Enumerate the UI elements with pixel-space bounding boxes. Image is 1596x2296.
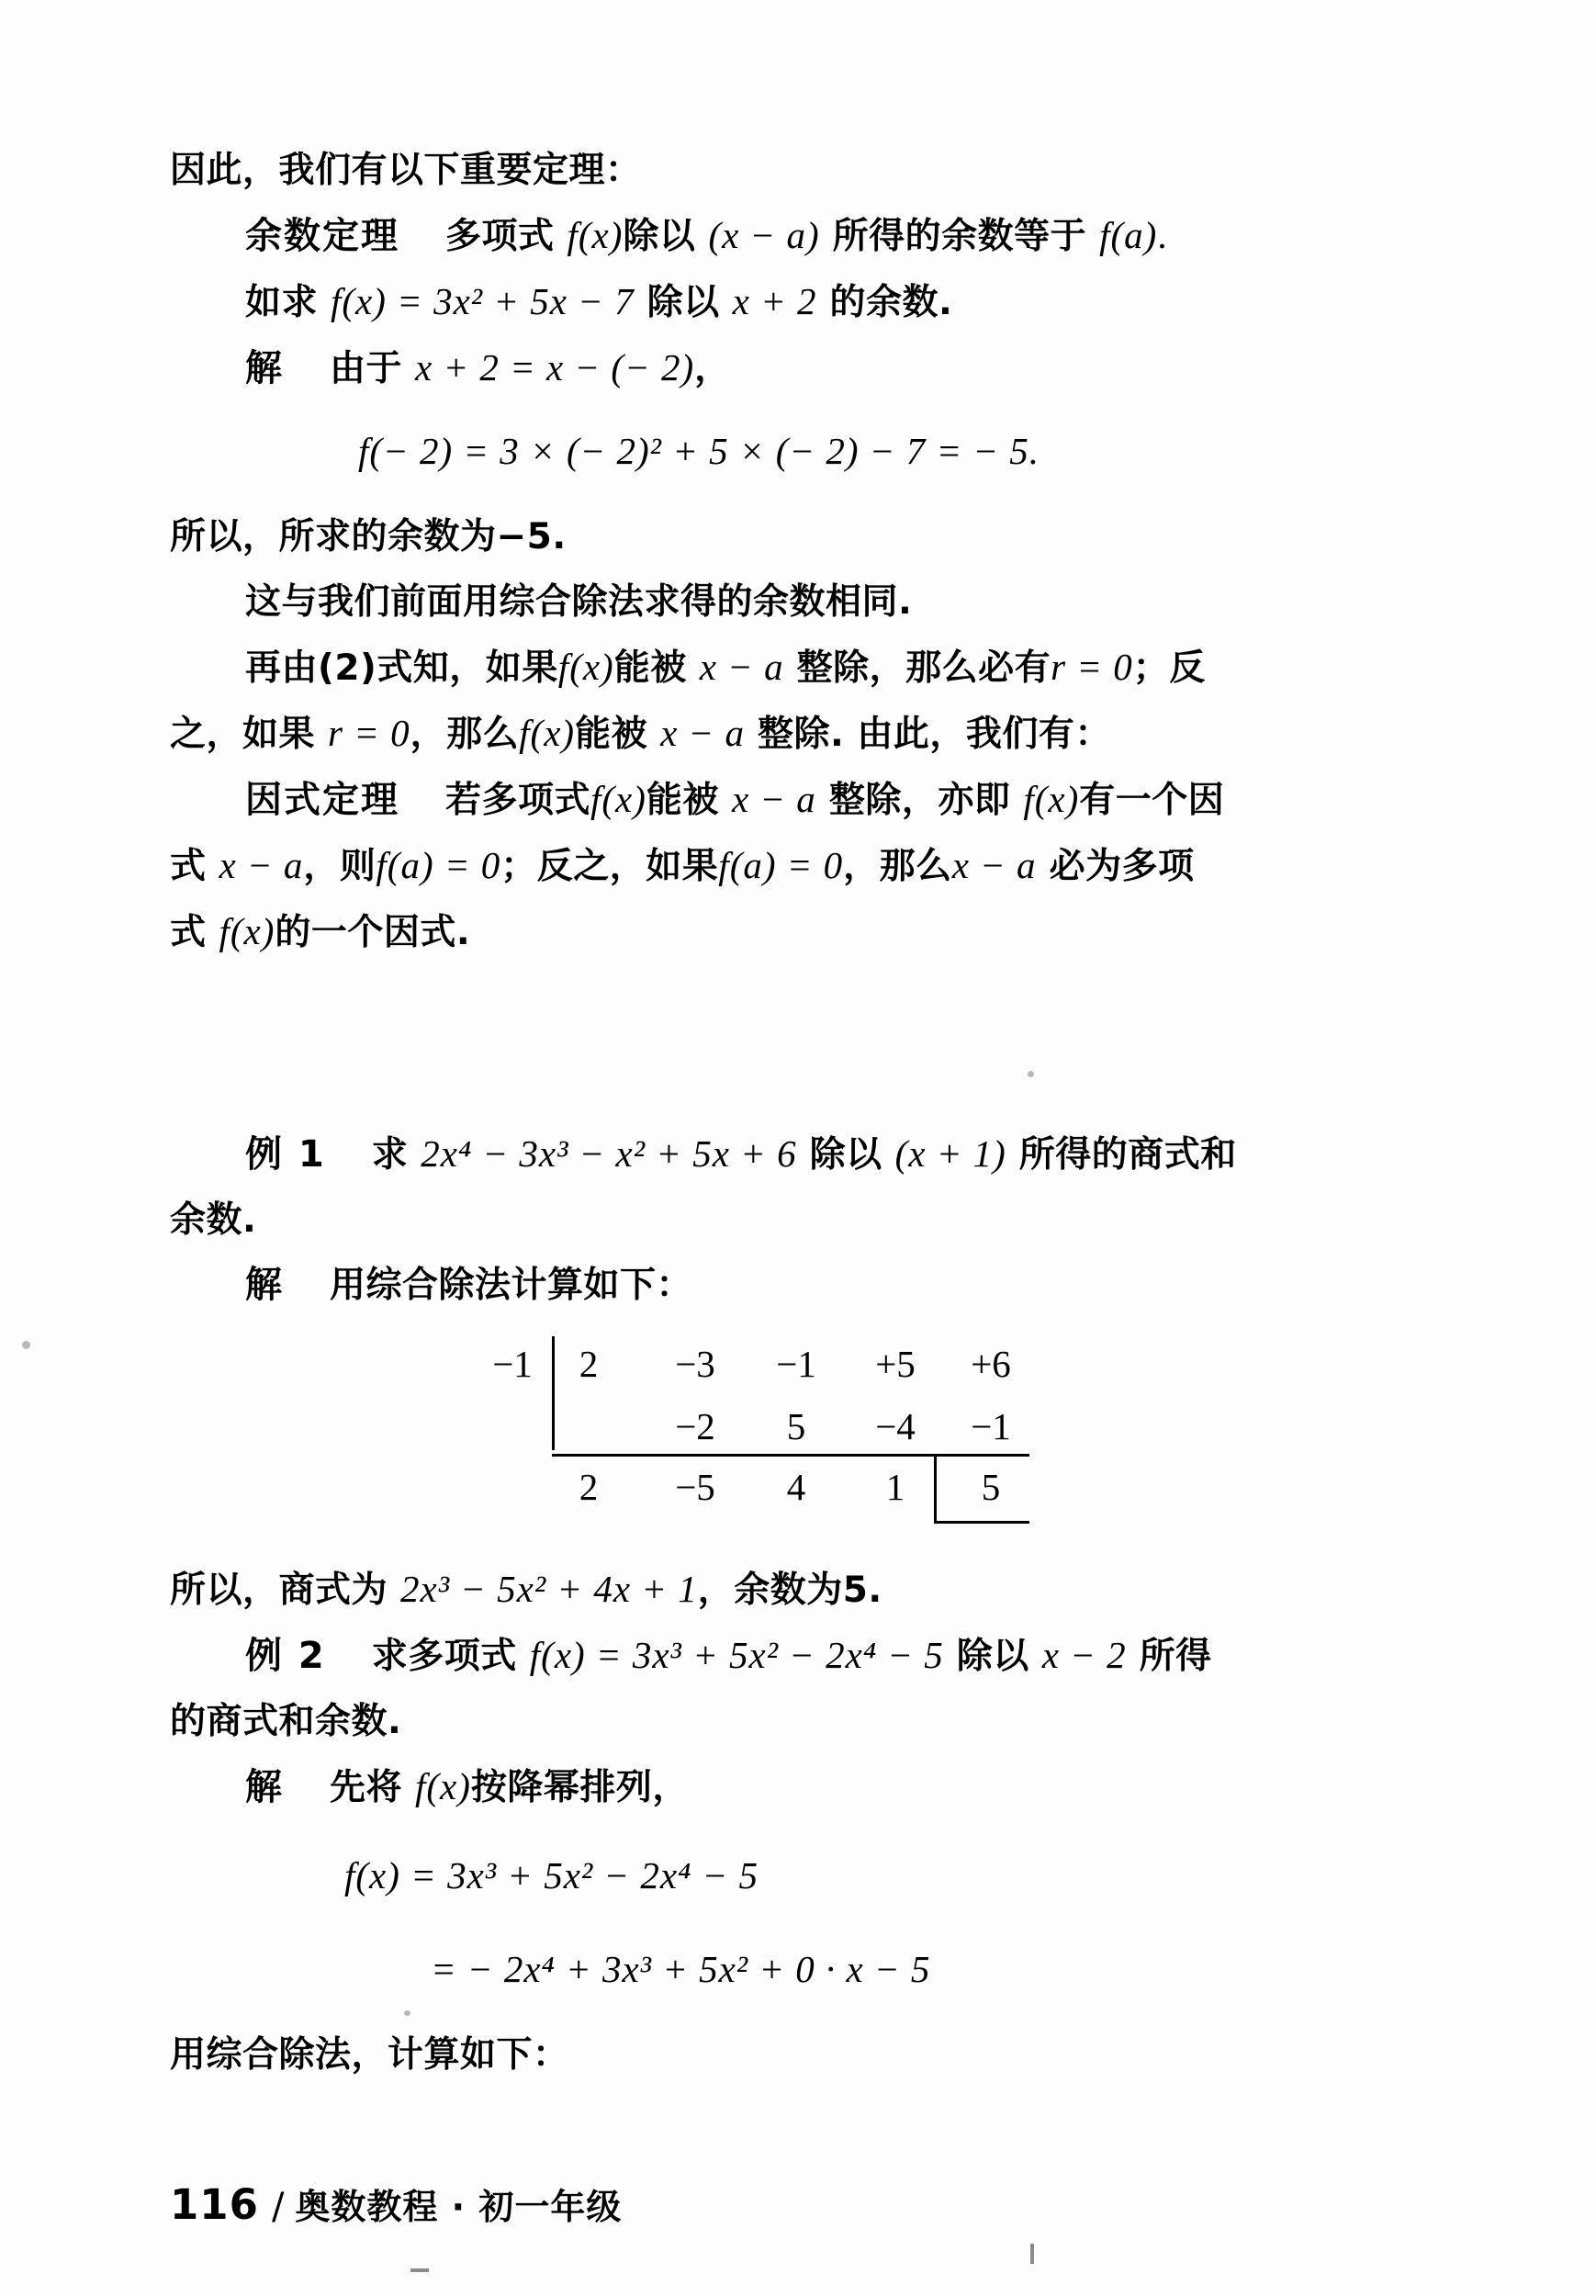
fx-symbol: f(x) [567, 214, 624, 256]
example-1-solution-line: 解 用综合除法计算如下： [245, 1264, 693, 1306]
display-equation-1: f(− 2) = 3 × (− 2)² + 5 × (− 2) − 7 = − 5. [358, 430, 1040, 472]
factor-theorem-line2: 式 x − a，则f(a) = 0；反之，如果f(a) = 0，那么x − a 必为多项 [170, 844, 1195, 887]
footer-separator: / [271, 2186, 285, 2228]
syndiv-root: −1 [492, 1343, 533, 1385]
paragraph-so: 所以，所求的余数为−5. [170, 516, 567, 557]
book-title: 奥数教程 · 初一年级 [295, 2187, 623, 2227]
solution-label: 解 [245, 347, 284, 389]
scan-speck [22, 1341, 30, 1349]
solution-formula-1: x + 2 = x − (− 2) [415, 346, 695, 388]
syndiv-coef-4: +6 [971, 1343, 1011, 1385]
syndiv-coef-0: 2 [579, 1343, 599, 1385]
example-2-divisor: x − 2 [1041, 1634, 1127, 1676]
syndiv-horizontal-rule [552, 1454, 1029, 1457]
divisor-symbol: (x − a) [708, 214, 820, 256]
syndiv-product-1: 5 [786, 1405, 806, 1447]
paragraph-same: 这与我们前面用综合除法求得的余数相同. [245, 581, 913, 623]
syndiv-product-3: −1 [971, 1405, 1011, 1447]
page-edge-tick [410, 2268, 429, 2272]
ask-divisor: x + 2 [732, 280, 817, 322]
syndiv-remainder: 5 [981, 1466, 1001, 1508]
syndiv-result-1: −5 [675, 1466, 715, 1508]
factor-theorem-line1: 因式定理 若多项式f(x)能被 x − a 整除，亦即 f(x)有一个因 [245, 778, 1225, 821]
example-1-solution-label: 解 [245, 1264, 284, 1306]
syndiv-remainder-left-rule [934, 1454, 937, 1524]
page-edge-tick [1030, 2244, 1034, 2264]
syndiv-product-2: −4 [875, 1405, 916, 1447]
syndiv-remainder-bottom-rule [934, 1521, 1029, 1524]
factor-theorem-line3: 式 f(x)的一个因式. [170, 910, 471, 953]
page-body [170, 138, 1437, 2088]
example-2-solution-label: 解 [245, 1766, 284, 1808]
syndiv-result-2: 4 [786, 1466, 806, 1508]
remainder-theorem-line: 余数定理 多项式 f(x)除以 (x − a) 所得的余数等于 f(a). [245, 214, 1168, 257]
syndiv-coef-3: +5 [875, 1343, 916, 1385]
factor-theorem-term: 因式定理 [245, 779, 399, 821]
example-2-tail: 用综合除法，计算如下： [170, 2034, 569, 2076]
example-1-divisor: (x + 1) [894, 1132, 1006, 1175]
page-number: 116 [170, 2180, 259, 2229]
syndiv-result-0: 2 [579, 1466, 599, 1508]
example-2-function: f(x) = 3x³ + 5x² − 2x⁴ − 5 [529, 1634, 944, 1676]
syndiv-coef-2: −1 [776, 1343, 816, 1385]
syndiv-product-0: −2 [675, 1405, 715, 1447]
syndiv-result-3: 1 [885, 1466, 905, 1508]
example-2-label: 例 2 [245, 1635, 326, 1677]
paragraph-intro: 因此，我们有以下重要定理： [170, 150, 642, 191]
ask-line: 如求 f(x) = 3x² + 5x − 7 除以 x + 2 的余数. [245, 280, 953, 323]
example-1-line1: 例 1 求 2x⁴ − 3x³ − x² + 5x + 6 除以 (x + 1) 所得的商式和 [245, 1132, 1237, 1176]
example-2-display-b: = − 2x⁴ + 3x³ + 5x² + 0 · x − 5 [431, 1948, 931, 1990]
example-1-quotient: 2x³ − 5x² + 4x + 1 [400, 1568, 698, 1610]
example-2-line1: 例 2 求多项式 f(x) = 3x³ + 5x² − 2x⁴ − 5 除以 x − 2 所得 [245, 1634, 1212, 1677]
ask-formula: f(x) = 3x² + 5x − 7 [331, 280, 635, 322]
solution-line-1: 解 由于 x + 2 = x − (− 2)， [245, 346, 731, 389]
example-2-display-a: f(x) = 3x³ + 5x² − 2x⁴ − 5 [344, 1854, 759, 1896]
example-1-line2: 余数. [170, 1199, 257, 1241]
synthetic-division-table [492, 1342, 1033, 1516]
page-footer [170, 2178, 622, 2229]
syndiv-vertical-rule [552, 1336, 555, 1450]
example-1-polynomial: 2x⁴ − 3x³ − x² + 5x + 6 [421, 1132, 797, 1175]
paragraph-again-line2: 之，如果 r = 0，那么f(x)能被 x − a 整除. 由此，我们有： [170, 712, 1111, 755]
example-1-label: 例 1 [245, 1133, 326, 1176]
paragraph-again-line1: 再由(2)式知，如果f(x)能被 x − a 整除，那么必有r = 0；反 [245, 646, 1206, 689]
example-2-line2: 的商式和余数. [170, 1701, 402, 1742]
fa-symbol: f(a) [1099, 214, 1158, 256]
example-1-conclusion: 所以，商式为 2x³ − 5x² + 4x + 1，余数为5. [170, 1568, 882, 1611]
remainder-theorem-term: 余数定理 [245, 215, 399, 257]
example-2-solution-line: 解 先将 f(x)按降幂排列， [245, 1765, 689, 1808]
syndiv-coef-1: −3 [675, 1343, 715, 1385]
